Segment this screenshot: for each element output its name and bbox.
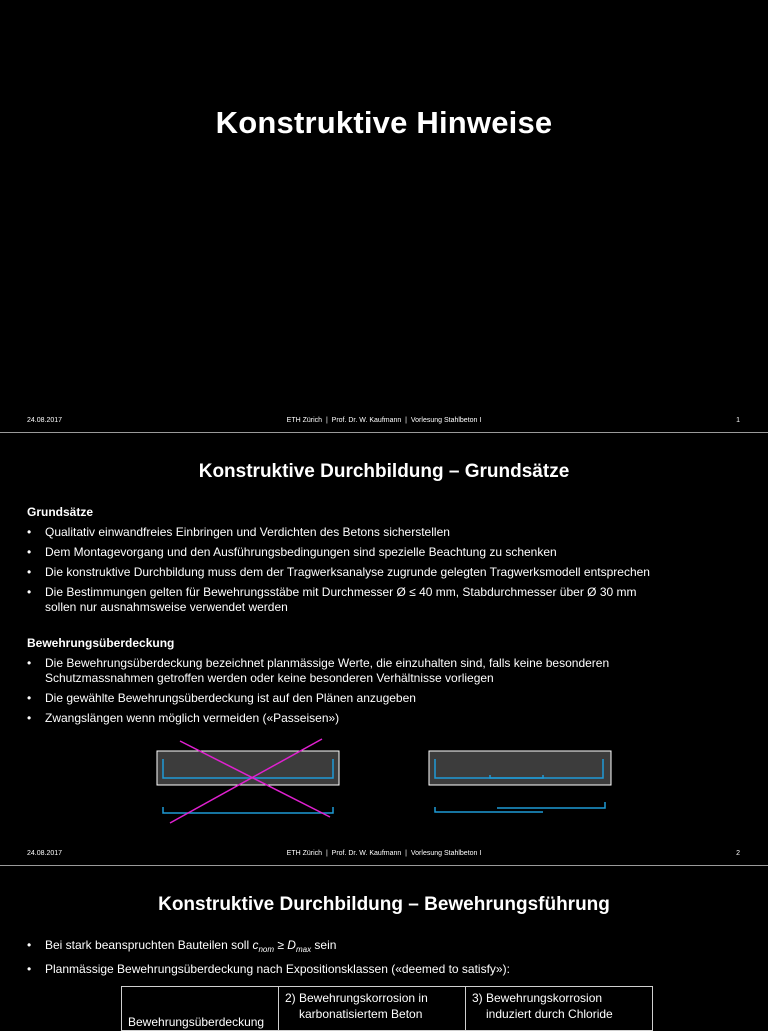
bullet-suffix: sein xyxy=(311,938,337,952)
symbol-d-subscript: max xyxy=(295,945,312,954)
list-item: • Die Bestimmungen gelten für Bewehrungsstäbe mit Durchmesser Ø ≤ 40 mm, Stabdurchmesser über Ø 30 mm sollen nur ausnahmsweise verwendet werden xyxy=(27,585,645,615)
footer-center: ETH Zürich | Prof. Dr. W. Kaufmann | Vorlesung Stahlbeton I xyxy=(286,850,482,857)
list-item: • Qualitativ einwandfreies Einbringen und Verdichten des Betons sicherstellen xyxy=(27,525,717,540)
list-item: • Die gewählte Bewehrungsüberdeckung ist auf den Plänen anzugeben xyxy=(27,691,717,706)
footer-date: 24.08.2017 xyxy=(27,850,63,857)
list-item: • Dem Montagevorgang und den Ausführungsbedingungen sind spezielle Beachtung zu schenken xyxy=(27,545,717,560)
symbol-d: D xyxy=(287,938,296,952)
slide-title: Konstruktive Hinweise xyxy=(215,105,553,140)
footer-page-number: 1 xyxy=(736,417,740,424)
table-header-text: 3) Bewehrungskorrosion xyxy=(472,991,603,1005)
bewehrungsfuehrung-list xyxy=(27,938,717,977)
slide-1 xyxy=(0,0,768,432)
table-header-text: 2) Bewehrungskorrosion in xyxy=(285,991,428,1005)
grundsaetze-list xyxy=(27,525,717,615)
list-item: • Zwangslängen wenn möglich vermeiden («Passeisen») xyxy=(27,711,717,726)
figure-correct-rebar xyxy=(425,733,625,833)
list-item: • Planmässige Bewehrungsüberdeckung nach Expositionsklassen («deemed to satisfy»): xyxy=(27,962,717,977)
section-heading-bewehrungsueberdeckung: Bewehrungsüberdeckung xyxy=(27,636,175,650)
bewehrungsueberdeckung-list xyxy=(27,656,717,726)
cover-table xyxy=(121,986,653,1031)
footer-center: ETH Zürich | Prof. Dr. W. Kaufmann | Vorlesung Stahlbeton I xyxy=(286,417,482,424)
list-item: • Die konstruktive Durchbildung muss dem der Tragwerksanalyse zugrunde gelegten Tragwerksmodell entsprechen xyxy=(27,565,717,580)
relation: ≥ xyxy=(274,938,288,952)
figure-wrong-rebar xyxy=(150,733,350,833)
footer-date: 24.08.2017 xyxy=(27,417,63,424)
list-item xyxy=(27,938,717,957)
list-item: • Die Bewehrungsüberdeckung bezeichnet planmässige Werte, die einzuhalten sind, falls keine besonderen Schutzmassnahmen getroffen werden oder keine besonderen Verhältnisse vorliegen xyxy=(27,656,645,686)
table-header-text: karbonatisiertem Beton xyxy=(299,1007,423,1021)
slide-2 xyxy=(0,433,768,865)
slide-title: Konstruktive Durchbildung – Grundsätze xyxy=(198,461,570,482)
section-heading-grundsaetze: Grundsätze xyxy=(27,505,94,519)
footer-page-number: 2 xyxy=(736,850,740,857)
table-header-text: induziert durch Chloride xyxy=(486,1007,613,1021)
bullet-prefix: Bei stark beanspruchten Bauteilen soll xyxy=(45,938,253,952)
table-header-text: Bewehrungsüberdeckung xyxy=(128,1015,265,1029)
rebar-detail-right xyxy=(497,802,605,808)
slide-title: Konstruktive Durchbildung – Bewehrungsführung xyxy=(158,894,610,915)
concrete-beam xyxy=(429,751,611,785)
symbol-c-subscript: nom xyxy=(258,945,275,954)
symbol-c: c xyxy=(252,938,259,952)
